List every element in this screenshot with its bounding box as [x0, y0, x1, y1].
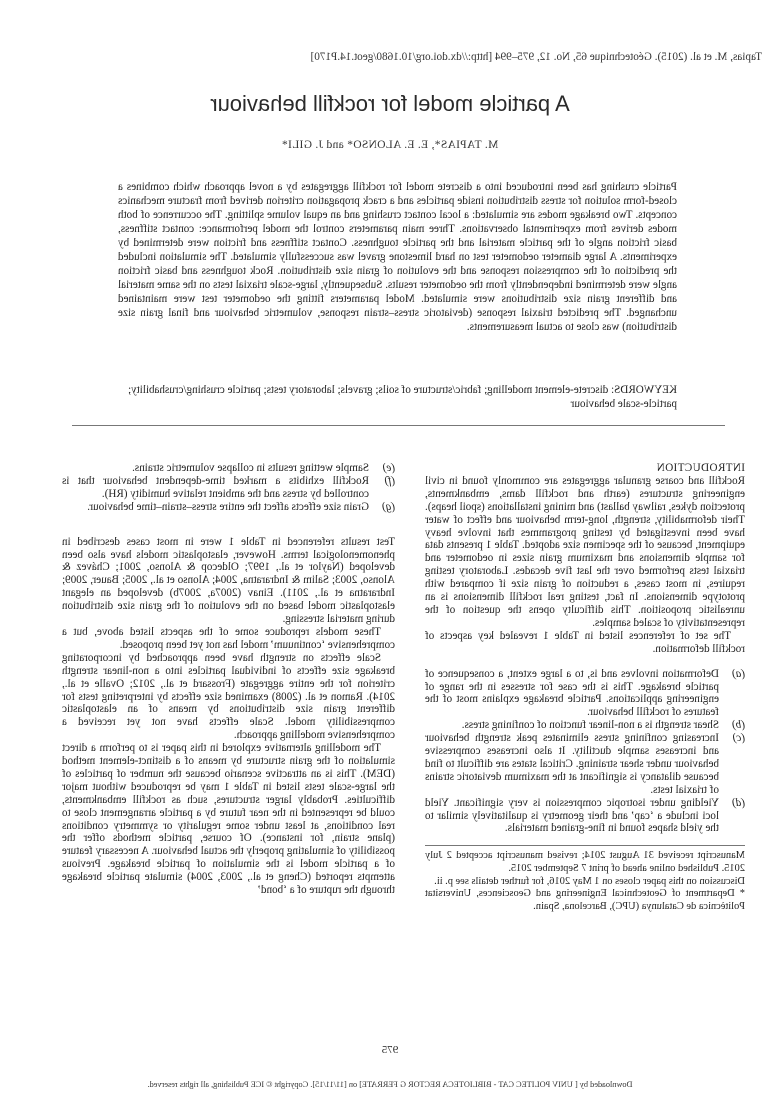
list-item-e [62, 462, 395, 475]
body-paragraph-2: These models reproduce some of the aspects listed above, but a comprehensive ‘continuum’ model has not yet been proposed. [62, 625, 395, 651]
intro-paragraph-1: Rockfill and coarse granular aggregates are commonly found in civil engineering structures (earth and rockfill dams, embankments, protection dykes, railway ballast) and mining installations (spoil heaps). Their deformability, strength, long-term behaviour and effect of water have been investigated by testing programmes that involve heavy equipment, because of the specimen size adopted. Table 1 presents data for sample dimensions and maximum grain sizes in oedometer and triaxial tests performed over the last five decades. Laboratory testing requires, in most cases, a reduction of grain size if compared with prototype dimensions. In fact, testing real rockfill dimensions is an unrealistic proposition. This difficulty opens the question of the representativity of scaled samples. [425, 474, 745, 629]
list-label: (g) [382, 500, 395, 513]
footnote-divider [425, 845, 745, 846]
journal-citation: Tapias, M. et al. (2015). Géotechnique 65, No. 12, 975–994 [http://dx.doi.org/10.1680/geot.14.P170] [310, 51, 762, 63]
list-text: Rockfill exhibits a marked time-dependent behaviour that is controlled by stress and the ambient relative humidity (RH). [62, 474, 369, 500]
footnote-affiliation: * Department of Geotechnical Engineering and Geosciences, Universitat Politècnica de Catalunya (UPC), Barcelona, Spain. [425, 888, 745, 912]
footnote-discussion: Discussion on this paper closes on 1 May 2016, for further details see p. ii. [434, 875, 745, 887]
key-aspects-list-a-d [425, 668, 745, 836]
section-heading-introduction: INTRODUCTION [656, 462, 745, 474]
body-paragraph-4: The modelling alternative explored in this paper is to perform a direct simulation of the grain structure by means of a distinct-element method (DEM). This is an attractive scenario because the number of particles of the large-scale tests listed in Table 1 may be reproduced without major difficulties. Probably larger structures, such as rockfill embankments, could be represented in the near future by a particle arrangement close to real conditions, at least under some regularity or symmetry conditions (plane strain, for instance). Of course, particle methods offer the possibility of simulating properly the actual behaviour. A necessary feature of a particle model is the simulation of particle breakage. Previous attempts reported (Cheng et al., 2003, 2004) simulate particle breakage through the rupture of a ‘bond’ [62, 742, 395, 897]
body-paragraph-3: Scale effects on strength have been approached by incorporating breakage size effects of individual particles into a non-linear strength criterion for the entire aggregate (Frossard et al., 2012; Ovalle et al., 2014). Ramon et al. (2008) examined size effects by interpreting tests for different grain size distributions by means of an elastoplastic compressibility model. Scale effects have not yet received a comprehensive modelling approach. [62, 651, 395, 742]
list-label: (b) [732, 719, 745, 732]
download-notice: Downloaded by [ UNIV POLITEC CAT - BIBLIOTECA RECTOR G FERRATE] on [11/11/15]. Copyright © ICE Publishing, all rights reserved. [147, 1080, 633, 1089]
list-text: Yielding under isotropic compression is very significant. Yield loci include a ‘cap’ and their geometry is qualitatively similar to the yield shapes found in fine-grained materials. [425, 796, 719, 835]
list-label: (c) [732, 732, 745, 745]
paper-title: A particle model for rockfill behaviour [210, 91, 570, 116]
list-item-d [425, 797, 745, 836]
column-right [62, 462, 395, 897]
list-text: Grain size effects affect the entire stress–strain–time behaviour. [87, 500, 369, 513]
list-label: (d) [732, 796, 745, 809]
list-item-f [62, 475, 395, 501]
list-label: (a) [732, 667, 745, 680]
list-item-c [425, 732, 745, 797]
section-divider [72, 425, 725, 426]
list-text: Increasing confining stress eliminates peak strength behaviour and increases sample ductility. It also increases compressive behaviour under shear straining. Critical states are difficult to find because dilatancy is significant at the maximum deviatoric strains of triaxial tests. [425, 732, 719, 796]
intro-paragraph-2: The set of references listed in Table 1 revealed key aspects of rockfill deformation. [425, 629, 745, 655]
footnote [425, 850, 745, 913]
page-number: 975 [381, 1044, 399, 1056]
keywords: KEYWORDS: discrete-element modelling; fabric/structure of soils; gravels; laboratory tests; particle crushing/crushability; particle-scale behaviour [128, 384, 677, 410]
list-text: Shear strength is a non-linear function of confining stress. [461, 719, 719, 732]
footnote-received: Manuscript received 31 August 2014; revised manuscript accepted 2 July 2015. Published online ahead of print 7 September 2015. [425, 850, 745, 874]
key-aspects-list-e-g [62, 462, 395, 514]
list-item-g [62, 501, 395, 514]
list-text: Sample wetting results in collapse volumetric strains. [132, 462, 369, 474]
list-item-b [425, 719, 745, 732]
abstract [118, 180, 677, 334]
list-item-a [425, 668, 745, 720]
list-label: (f) [384, 474, 395, 487]
list-label: (e) [382, 462, 395, 474]
paper-authors: M. TAPIAS*, E. E. ALONSO* and J. GILI* [281, 139, 499, 151]
list-text: Deformation involves and is, to a large extent, a consequence of particle breakage. This is the case for stresses in the range of engineering applications. Particle breakage explains most of the features of rockfill behaviour. [425, 667, 719, 719]
body-paragraph-1: Test results referenced in Table 1 were in most cases described in phenomenological terms. However, elastoplastic models have also been developed (Naylor et al., 1997; Oldecop & Alonso, 2001; Chávez & Alonso, 2003; Salim & Indraratna, 2004; Alonso et al., 2005; Bauer, 2009; Indraratna et al., 2011). Einav (2007a, 2007b) developed an elegant elastoplastic model based on the evolution of the grain size distribution during material stressing. [62, 535, 395, 626]
column-introduction [425, 462, 745, 913]
abstract-text: Particle crushing has been introduced into a discrete model for rockfill aggregates by a novel approach which combines a closed-form solution for stress distribution inside particles and a crack propagation criterion derived from fracture mechanics concepts. Two breakage modes are simulated: a local contact crushing and an equal volume splitting. The occurrence of both modes derives from experimental observations. Three main parameters control the model performance: contact stiffness, basic friction angle of the particle material and the particle toughness. Contact stiffness and friction were determined by experiments. A large diameter oedometer test on hard limestone gravel was successfully simulated. The simulation included the prediction of the compression response and the evolution of grain size distribution. Rock toughness and basic friction angle were determined independently from the oedometer results. Subsequently, large-scale triaxial tests on the same material and different grain size distributions were simulated. Model parameters fitting the oedometer test were maintained unchanged. The predicted triaxial response (deviatoric stress–strain response, volumetric behaviour and final grain size distribution) was close to actual measurements. [118, 181, 677, 333]
